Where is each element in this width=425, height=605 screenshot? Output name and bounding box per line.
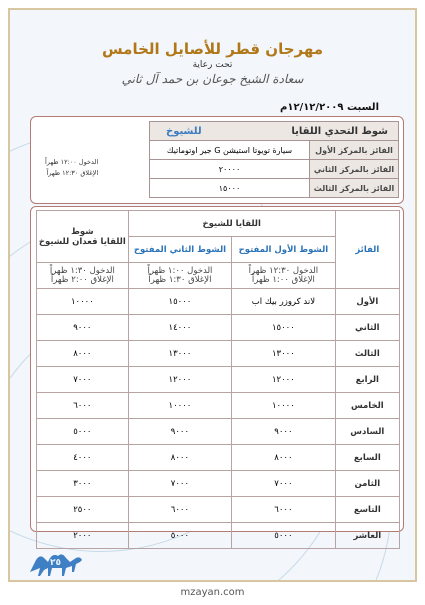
prize-cell: ٦٠٠٠ (128, 497, 231, 523)
rank-cell: الثامن (335, 471, 399, 497)
brochure-page (8, 8, 417, 582)
rank-cell: الفائز بالمركز الأول (310, 141, 399, 160)
prize-cell: ٥٠٠٠ (37, 419, 129, 445)
rank-cell: السابع (335, 445, 399, 471)
event-date: السبت ١٢/١٢/٢٠٠٩م (280, 102, 379, 113)
col1-header: الشوط الأول المفتوح (232, 237, 335, 263)
prize-cell: ٢٥٠٠ (37, 497, 129, 523)
table-row (37, 367, 400, 393)
challenge-title: شوط التحدي اللقايا (291, 125, 388, 137)
prize-cell: ١٤٠٠٠ (128, 315, 231, 341)
table-row (37, 471, 400, 497)
table-row (37, 393, 400, 419)
close-time: الإغلاق ٢:٠٠ ظهراً (50, 274, 114, 285)
table-row (37, 497, 400, 523)
col3-name-line1: شوط (71, 226, 94, 237)
prize-cell: ٧٠٠٠ (232, 471, 335, 497)
prize-cell: ١٥٠٠٠ (128, 289, 231, 315)
challenge-times (45, 157, 98, 179)
group-title: اللقايا للشيوخ (128, 211, 335, 237)
winner-header: الفائز (335, 211, 399, 289)
prize-cell: ١٣٠٠٠ (128, 341, 231, 367)
rank-cell: الرابع (335, 367, 399, 393)
prize-cell: ٢٠٠٠٠ (150, 160, 310, 179)
prize-cell: ٧٠٠٠ (37, 367, 129, 393)
entry-time: الدخول ١٢:٣٠ ظهراً (248, 265, 319, 276)
prize-cell: ١٥٠٠٠ (150, 179, 310, 198)
table-row (37, 419, 400, 445)
col2-header: الشوط الثاني المفتوح (128, 237, 231, 263)
table-row (37, 523, 400, 549)
challenge-header-row (150, 122, 399, 141)
prize-cell: ٨٠٠٠ (232, 445, 335, 471)
festival-title: مهرجان قطر للأصايل الخامس (101, 40, 324, 58)
table-row (150, 141, 399, 160)
col1-times (232, 263, 335, 289)
prize-cell: سيارة تويوتا استيشن G جير اوتوماتيك (150, 141, 310, 160)
table-row (37, 341, 400, 367)
prize-cell: ١٠٠٠٠ (37, 289, 129, 315)
prize-cell: ٩٠٠٠ (37, 315, 129, 341)
rank-cell: الخامس (335, 393, 399, 419)
prize-cell: لاند كروزر بيك اب (232, 289, 335, 315)
table-row (37, 445, 400, 471)
table-row (150, 179, 399, 198)
challenge-box (30, 116, 404, 204)
rank-cell: السادس (335, 419, 399, 445)
rank-cell: العاشر (335, 523, 399, 549)
prize-cell: ٥٠٠٠ (128, 523, 231, 549)
patronage-label: تحت رعاية (192, 60, 233, 70)
prize-cell: ٩٠٠٠ (232, 419, 335, 445)
col3-header (37, 211, 129, 263)
prizes-box (30, 206, 404, 541)
prize-cell: ١٥٠٠٠ (232, 315, 335, 341)
prize-cell: ٨٠٠٠ (128, 445, 231, 471)
rank-cell: الثاني (335, 315, 399, 341)
table-row (150, 160, 399, 179)
entry-time: الدخول ١:٣٠ ظهراً (49, 265, 115, 276)
rank-cell: الفائز بالمركز الثاني (310, 160, 399, 179)
rank-cell: الأول (335, 289, 399, 315)
prize-cell: ٨٠٠٠ (37, 341, 129, 367)
prize-cell: ١٠٠٠٠ (232, 393, 335, 419)
page-number: ٢٥ (50, 558, 61, 568)
prize-cell: ٧٠٠٠ (128, 471, 231, 497)
prize-cell: ٦٠٠٠ (232, 497, 335, 523)
table-row (37, 315, 400, 341)
col3-name-line2: اللقايا قعدان للشيوخ (38, 236, 126, 247)
rank-cell: التاسع (335, 497, 399, 523)
prize-cell: ٩٠٠٠ (128, 419, 231, 445)
prize-cell: ١٢٠٠٠ (232, 367, 335, 393)
col2-times (128, 263, 231, 289)
prize-cell: ٤٠٠٠ (37, 445, 129, 471)
prize-cell: ٥٠٠٠ (232, 523, 335, 549)
patron-name: سعادة الشيخ جوعان بن حمد آل ثاني (121, 72, 304, 86)
footer-watermark: mzayan.com (180, 587, 245, 598)
table-row (37, 289, 400, 315)
challenge-category: للشيوخ (166, 125, 202, 137)
prize-cell: ٦٠٠٠ (37, 393, 129, 419)
close-time: الإغلاق ١:٣٠ ظهراً (148, 274, 212, 285)
prize-cell: ٣٠٠٠ (37, 471, 129, 497)
col3-times (37, 263, 129, 289)
close-time: الإغلاق ١:٠٠ ظهراً (251, 274, 315, 285)
prize-cell: ٢٠٠٠ (37, 523, 129, 549)
entry-time: الدخول ١٢:٠٠ ظهراً (45, 158, 99, 166)
prizes-table (36, 210, 400, 549)
prize-cell: ١٣٠٠٠ (232, 341, 335, 367)
close-time: الإغلاق ١٢:٣٠ ظهراً (46, 169, 99, 177)
rank-cell: الفائز بالمركز الثالث (310, 179, 399, 198)
prize-cell: ١٢٠٠٠ (128, 367, 231, 393)
rank-cell: الثالث (335, 341, 399, 367)
challenge-table (149, 121, 399, 198)
entry-time: الدخول ١:٠٠ ظهراً (147, 265, 213, 276)
prize-cell: ١٠٠٠٠ (128, 393, 231, 419)
